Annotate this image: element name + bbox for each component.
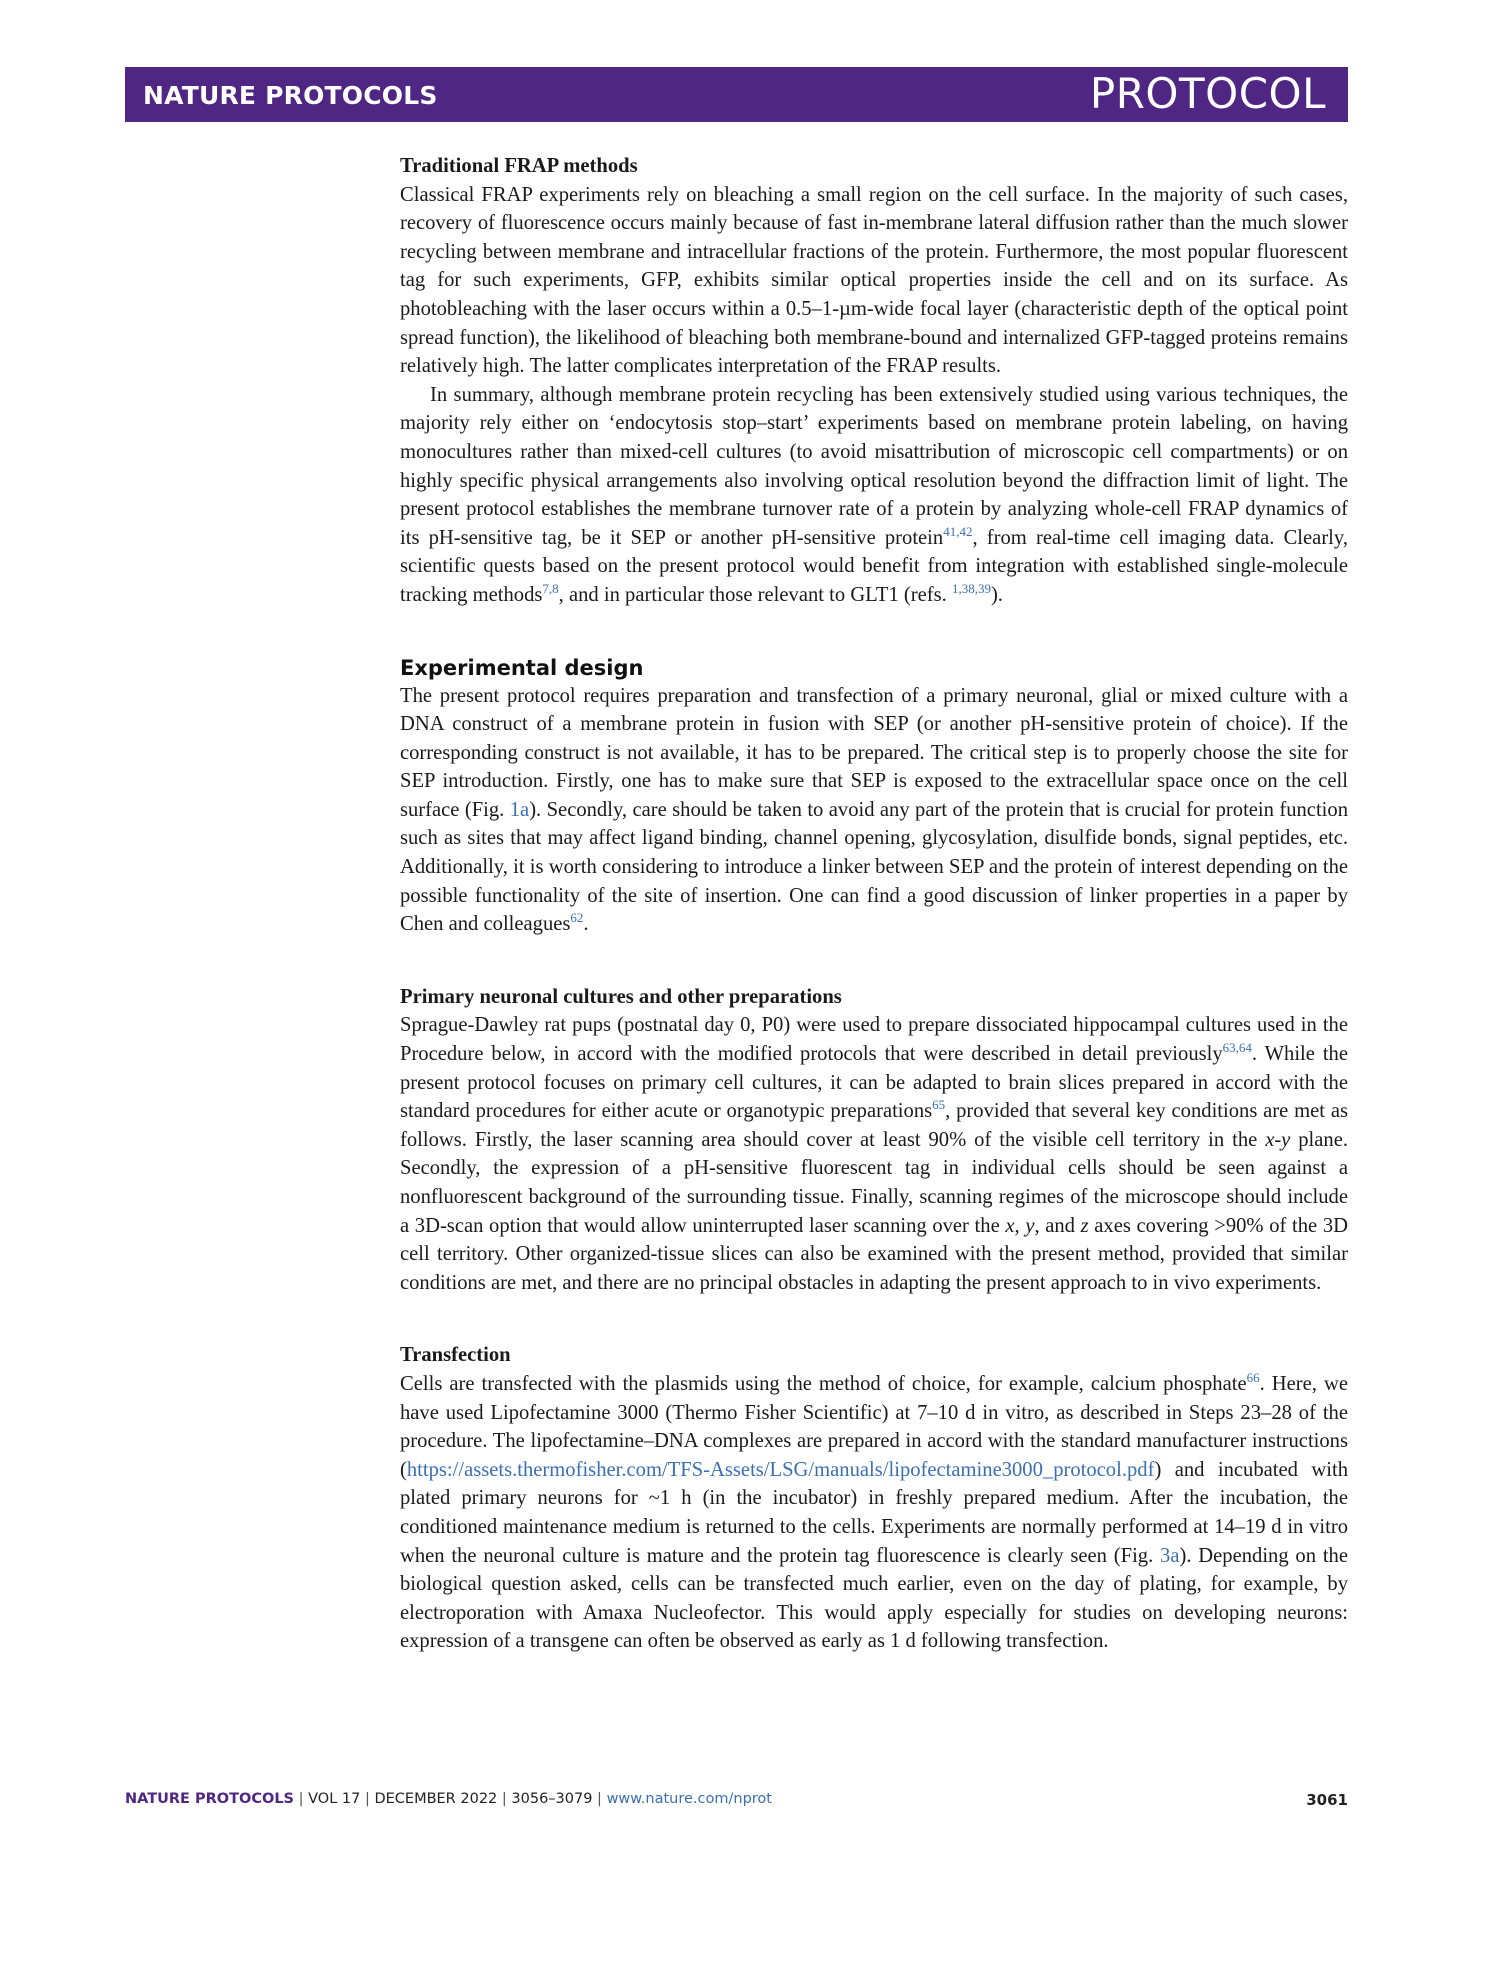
citation-link[interactable]: 65 (932, 1097, 946, 1113)
citation-link[interactable]: 7,8 (542, 581, 559, 597)
paragraph-experimental-design: The present protocol requires preparation and transfection of a primary neuronal, glial or mixed culture with a DNA construct of a membrane protein in fusion with SEP (or another pH-sensitive protein of choice). If the corresponding construct is not available, it has to be prepared. The critical step is to properly choose the site for SEP introduction. Firstly, one has to make sure that SEP is exposed to the extracellular space once on the cell surface (Fig. 1a). Secondly, care should be taken to avoid any part of the protein that is crucial for protein function such as sites that may affect ligand binding, channel opening, glycosylation, disulfide bonds, signal peptides, etc. Additionally, it is worth considering to introduce a linker between SEP and the protein of interest depending on the possible functionality of the site of insertion. One can find a good discussion of linker properties in a paper by Chen and colleagues$^{62}$. (400, 684, 1348, 936)
citation-link[interactable]: 1,38,39 (951, 581, 991, 597)
footer-pages: 3056–3079 (511, 1791, 593, 1807)
article-type: PROTOCOL (1089, 69, 1326, 118)
citation-link[interactable]: 63,64 (1222, 1040, 1252, 1056)
manufacturer-protocol-link[interactable]: https://assets.thermofisher.com/TFS-Assets/LSG/manuals/lipofectamine3000_protocol.pdf (406, 1458, 1155, 1481)
figure-link[interactable]: 3a (1160, 1544, 1180, 1567)
figure-link[interactable]: 1a (509, 798, 530, 821)
paragraph-frap-summary: In summary, although membrane protein recycling has been extensively studied using various techniques, the majority rely either on ‘endocytosis stop–start’ experiments based on membrane protein labeling, on having monocultures rather than mixed-cell cultures (to avoid misattribution of microscopic cell compartments) or on highly specific physical arrangements also involving optical resolution beyond the diffraction limit of light. The present protocol establishes the membrane turnover rate of a protein by analyzing whole-cell FRAP dynamics of its pH-sensitive tag, be it SEP or another pH-sensitive protein$^{41,42}$, from real-time cell imaging data. Clearly, scientific quests based on the present protocol would benefit from integration with established single-molecule tracking methods$^{7,8}$, and in particular those relevant to GLT1 (refs. $^{1,38,39}$). (400, 383, 1348, 606)
journal-name: NATURE PROTOCOLS (143, 81, 438, 110)
footer-date: DECEMBER 2022 (374, 1791, 498, 1807)
paragraph-primary-cultures: Sprague-Dawley rat pups (postnatal day 0, P0) were used to prepare dissociated hippocampal cultures used in the Procedure below, in accord with the modified protocols that were described in detail previously$^{63,64}$. While the present protocol focuses on primary cell cultures, it can be adapted to brain slices prepared in accord with the standard procedures for either acute or organotypic preparations$^{65}$, provided that several key conditions are met as follows. Firstly, the laser scanning area should cover at least 90% of the visible cell territory in the x-y plane. Secondly, the expression of a pH-sensitive fluorescent tag in individual cells should be seen against a nonfluorescent background of the surrounding tissue. Finally, scanning regimes of the microscope should include a 3D-scan option that would allow uninterrupted laser scanning over the x, y, and z axes covering >90% of the 3D cell territory. Other organized-tissue slices can also be examined with the present method, provided that similar conditions are met, and there are no principal obstacles in adapting the present approach to in vivo experiments. (400, 1014, 1348, 1294)
page-number: 3061 (1306, 1791, 1348, 1809)
page-footer: NATURE PROTOCOLS | VOL 17 | DECEMBER 2022 | 3056–3079 | www.nature.com/nprot 3061 (125, 1791, 1348, 1809)
citation-link[interactable]: 41,42 (943, 523, 973, 539)
footer-volume: VOL 17 (308, 1791, 361, 1807)
article-body (400, 152, 1348, 1656)
footer-journal: NATURE PROTOCOLS (125, 1791, 295, 1807)
heading-transfection: Transfection (400, 1344, 511, 1367)
paragraph-frap-1: Classical FRAP experiments rely on bleaching a small region on the cell surface. In the majority of such cases, recovery of fluorescence occurs mainly because of fast in-membrane lateral diffusion rather than the much slower recycling between membrane and intracellular fractions of the protein. Furthermore, the most popular fluorescent tag for such experiments, GFP, exhibits similar optical properties inside the cell and on its surface. As photobleaching with the laser occurs within a 0.5–1-µm-wide focal layer (characteristic depth of the optical point spread function), the likelihood of bleaching both membrane-bound and internalized GFP-tagged proteins remains relatively high. The latter complicates interpretation of the FRAP results. (400, 183, 1348, 378)
footer-url-link[interactable]: www.nature.com/nprot (606, 1791, 772, 1807)
heading-primary-cultures: Primary neuronal cultures and other preparations (400, 985, 842, 1008)
heading-traditional-frap: Traditional FRAP methods (400, 155, 638, 177)
journal-header-bar (125, 67, 1348, 122)
heading-experimental-design: Experimental design (400, 655, 644, 680)
citation-link[interactable]: 62 (570, 910, 584, 926)
paragraph-transfection: Cells are transfected with the plasmids using the method of choice, for example, calcium phosphate$^{66}$. Here, we have used Lipofectamine 3000 (Thermo Fisher Scientific) at 7–10 d in vitro, as described in Steps 23–28 of the procedure. The lipofectamine–DNA complexes are prepared in accord with the standard manufacturer instructions (https://assets.thermofisher.com/TFS-Assets/LSG/manuals/lipofectamine3000_protocol.pdf) and incubated with plated primary neurons for ~1 h (in the incubator) in freshly prepared medium. After the incubation, the conditioned maintenance medium is returned to the cells. Experiments are normally performed at 14–19 d in vitro when the neuronal culture is mature and the protein tag fluorescence is clearly seen (Fig. 3a). Depending on the biological question asked, cells can be transfected much earlier, even on the day of plating, for example, by electroporation with Amaxa Nucleofector. This would apply especially for studies on developing neurons: expression of a transgene can often be observed as early as 1 d following transfection. (400, 1370, 1348, 1653)
citation-link[interactable]: 66 (1246, 1370, 1260, 1386)
